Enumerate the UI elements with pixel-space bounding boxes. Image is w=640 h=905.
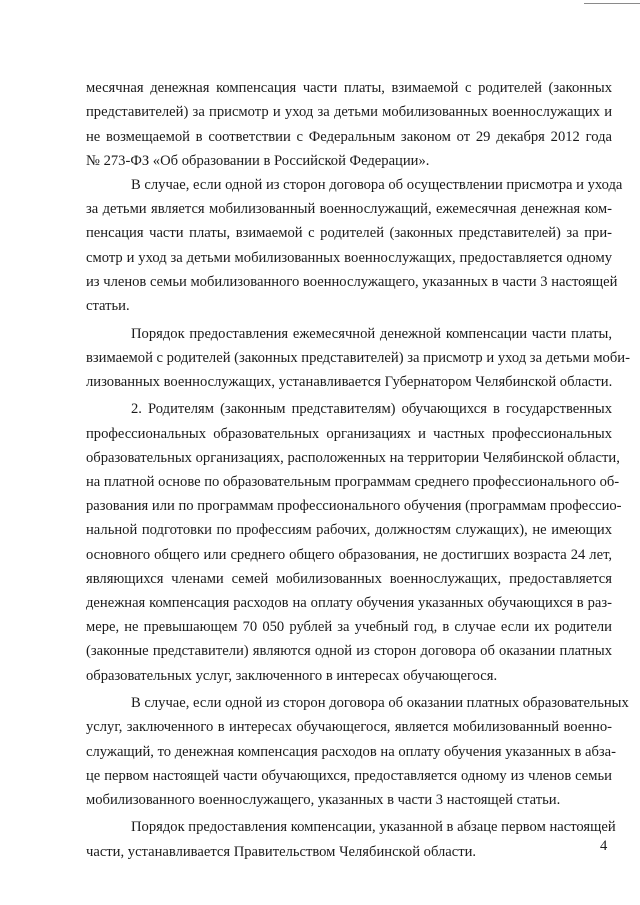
text-line: образовательных услуг, заключенного в интересах обучающегося. (86, 667, 498, 684)
text-line: служащий, то денежная компенсация расходов на оплату обучения указанных в абза- (86, 743, 616, 760)
text-line: представителей) за присмотр и уход за детьми мобилизованных военнослужащих и (86, 104, 612, 121)
text-line: образовательных организациях, расположенных на территории Челябинской области, (86, 449, 620, 466)
text-line: Порядок предоставления ежемесячной денежной компенсации части платы, (131, 325, 612, 342)
text-line: месячная денежная компенсация части платы, взимаемой с родителей (законных (86, 80, 612, 97)
page-number: 4 (600, 838, 608, 854)
text-line: В случае, если одной из сторон договора об оказании платных образовательных (131, 695, 629, 712)
text-line: являющихся членами семей мобилизованных военнослужащих, предоставляется (86, 570, 612, 587)
text-line: статьи. (86, 298, 130, 314)
text-line: 2. Родителям (законным представителям) обучающихся в государственных (131, 401, 612, 418)
text-line: из членов семьи мобилизованного военнослужащего, указанных в части 3 настоящей (86, 273, 618, 290)
text-line: Порядок предоставления компенсации, указанной в абзаце первом настоящей (131, 819, 616, 836)
header-rule (584, 3, 640, 4)
text-line: № 273-ФЗ «Об образовании в Российской Федерации». (86, 152, 430, 169)
text-line: пенсация части платы, взимаемой с родителей (законных представителей) за при- (86, 225, 612, 242)
text-line: це первом настоящей части обучающихся, предоставляется одному из членов семьи (86, 767, 612, 784)
text-line: за детьми является мобилизованный военнослужащий, ежемесячная денежная ком- (86, 201, 612, 218)
text-line: взимаемой с родителей (законных представителей) за присмотр и уход за детьми моби- (86, 349, 630, 366)
text-line: нальной подготовки по профессиям рабочих, должностям служащих), не имеющих (86, 522, 612, 539)
text-line: В случае, если одной из сторон договора об осуществлении присмотра и ухода (131, 177, 623, 193)
text-line: части, устанавливается Правительством Челябинской области. (86, 843, 477, 860)
text-line: услуг, заключенного в интересах обучающегося, является мобилизованный военно- (86, 719, 612, 736)
text-line: разования или по программам профессионального обучения (программам профессио- (86, 498, 622, 515)
text-line: профессиональных образовательных организациях и частных профессиональных (86, 425, 612, 442)
text-line: не возмещаемой в соответствии с Федеральным законом от 29 декабря 2012 года (86, 128, 612, 145)
text-line: (законные представители) являются одной из сторон договора об оказании платных (86, 643, 612, 660)
text-line: лизованных военнослужащих, устанавливается Губернатором Челябинской области. (86, 373, 613, 390)
text-line: на платной основе по образовательным программам среднего профессионального об- (86, 474, 620, 490)
text-line: мобилизованного военнослужащего, указанных в части 3 настоящей статьи. (86, 791, 561, 808)
text-line: денежная компенсация расходов на оплату обучения указанных обучающихся в раз- (86, 595, 612, 611)
text-line: мере, не превышающем 70 050 рублей за учебный год, в случае если их родители (86, 619, 612, 636)
text-line: смотр и уход за детьми мобилизованных военнослужащих, предоставляется одному (86, 249, 612, 266)
text-line: основного общего или среднего общего образования, не достигших возраста 24 лет, (86, 546, 612, 563)
